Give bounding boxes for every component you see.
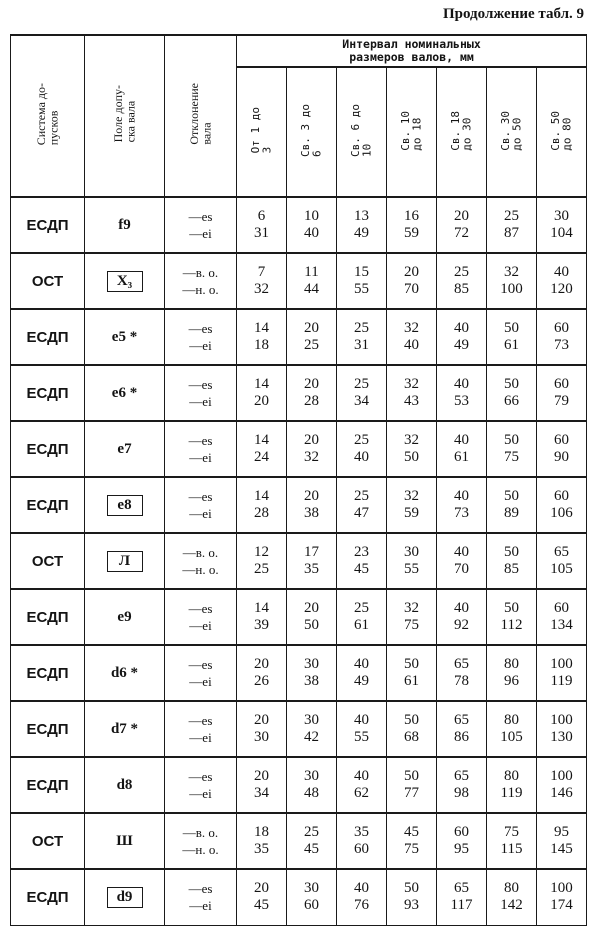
boxed-field-label: X₃ (107, 271, 143, 292)
cell-value: 100 130 (537, 701, 587, 757)
cell-value: 20 32 (287, 421, 337, 477)
cell-value: 32 100 (487, 253, 537, 309)
cell-system: ЕСДП (11, 365, 85, 421)
cell-value: 35 60 (337, 813, 387, 869)
cell-value: 25 85 (437, 253, 487, 309)
cell-value: 14 39 (237, 589, 287, 645)
cell-value: 40 55 (337, 701, 387, 757)
cell-value: 80 105 (487, 701, 537, 757)
cell-value: 40 49 (437, 309, 487, 365)
cell-value: 50 85 (487, 533, 537, 589)
cell-deviation: —es —ei (165, 645, 237, 701)
cell-value: 20 45 (237, 869, 287, 925)
cell-value: 20 38 (287, 477, 337, 533)
cell-value: 12 25 (237, 533, 287, 589)
cell-value: 20 50 (287, 589, 337, 645)
cell-value: 60 134 (537, 589, 587, 645)
cell-value: 11 44 (287, 253, 337, 309)
cell-value: 30 48 (287, 757, 337, 813)
cell-system: ЕСДП (11, 197, 85, 253)
cell-value: 100 146 (537, 757, 587, 813)
cell-value: 40 73 (437, 477, 487, 533)
cell-value: 14 18 (237, 309, 287, 365)
cell-tolerance-field (85, 477, 165, 533)
cell-value: 50 61 (387, 645, 437, 701)
cell-value: 40 53 (437, 365, 487, 421)
cell-tolerance-field (85, 197, 165, 253)
table-row (11, 645, 587, 701)
cell-value: 65 78 (437, 645, 487, 701)
table-row (11, 869, 587, 925)
cell-value: 50 77 (387, 757, 437, 813)
cell-value: 20 26 (237, 645, 287, 701)
header-interval-4: Св. 10 до 18 (387, 67, 437, 197)
cell-value: 95 145 (537, 813, 587, 869)
cell-value: 14 20 (237, 365, 287, 421)
cell-deviation: —es —ei (165, 589, 237, 645)
cell-value: 40 92 (437, 589, 487, 645)
cell-value: 40 62 (337, 757, 387, 813)
table-row (11, 813, 587, 869)
cell-value: 25 40 (337, 421, 387, 477)
cell-tolerance-field (85, 253, 165, 309)
field-label: d6 * (110, 664, 139, 681)
cell-deviation: —в. о. —н. о. (165, 813, 237, 869)
cell-value: 13 49 (337, 197, 387, 253)
cell-tolerance-field (85, 421, 165, 477)
cell-value: 30 55 (387, 533, 437, 589)
cell-value: 75 115 (487, 813, 537, 869)
cell-value: 32 59 (387, 477, 437, 533)
boxed-field-label: e8 (107, 495, 143, 516)
cell-value: 25 31 (337, 309, 387, 365)
table-header (11, 35, 587, 197)
cell-value: 7 32 (237, 253, 287, 309)
cell-system: ОСТ (11, 533, 85, 589)
cell-value: 45 75 (387, 813, 437, 869)
cell-deviation: —es —ei (165, 701, 237, 757)
cell-value: 20 28 (287, 365, 337, 421)
field-label: d8 (116, 776, 133, 793)
cell-value: 30 60 (287, 869, 337, 925)
cell-value: 65 98 (437, 757, 487, 813)
boxed-field-label: Л (107, 551, 143, 572)
cell-value: 30 38 (287, 645, 337, 701)
field-label: e7 (117, 440, 132, 457)
table-row (11, 421, 587, 477)
header-system: Система до- пусков (11, 35, 85, 197)
header-deviation: Отклонение вала (165, 35, 237, 197)
cell-value: 30 104 (537, 197, 587, 253)
cell-tolerance-field (85, 813, 165, 869)
cell-tolerance-field (85, 365, 165, 421)
cell-value: 17 35 (287, 533, 337, 589)
cell-value: 65 117 (437, 869, 487, 925)
cell-value: 32 75 (387, 589, 437, 645)
cell-tolerance-field (85, 701, 165, 757)
cell-value: 60 95 (437, 813, 487, 869)
cell-value: 40 49 (337, 645, 387, 701)
cell-system: ЕСДП (11, 869, 85, 925)
field-label: e5 * (111, 328, 138, 345)
boxed-field-label: d9 (107, 887, 143, 908)
cell-deviation: —es —ei (165, 309, 237, 365)
field-label: e9 (117, 608, 132, 625)
table-row (11, 589, 587, 645)
header-interval-3: Св. 6 до 10 (337, 67, 387, 197)
header-interval: Интервал номинальных размеров валов, мм (237, 35, 587, 67)
cell-deviation: —es —ei (165, 197, 237, 253)
header-interval-5: Св. 18 до 30 (437, 67, 487, 197)
cell-tolerance-field (85, 869, 165, 925)
header-field: Поле допу- ска вала (85, 35, 165, 197)
cell-value: 20 30 (237, 701, 287, 757)
cell-value: 15 55 (337, 253, 387, 309)
cell-system: ЕСДП (11, 701, 85, 757)
header-interval-2: Св. 3 до 6 (287, 67, 337, 197)
cell-value: 50 112 (487, 589, 537, 645)
table-row (11, 757, 587, 813)
cell-value: 40 120 (537, 253, 587, 309)
cell-value: 25 47 (337, 477, 387, 533)
cell-tolerance-field (85, 533, 165, 589)
cell-value: 80 119 (487, 757, 537, 813)
cell-system: ЕСДП (11, 421, 85, 477)
cell-value: 60 90 (537, 421, 587, 477)
cell-value: 25 34 (337, 365, 387, 421)
cell-value: 14 24 (237, 421, 287, 477)
header-interval-7: Св. 50 до 80 (537, 67, 587, 197)
cell-deviation: —es —ei (165, 757, 237, 813)
cell-value: 65 86 (437, 701, 487, 757)
cell-tolerance-field (85, 645, 165, 701)
cell-value: 32 50 (387, 421, 437, 477)
header-interval-6: Св. 30 до 50 (487, 67, 537, 197)
tolerance-table-container (10, 34, 586, 926)
cell-value: 100 119 (537, 645, 587, 701)
table-row (11, 477, 587, 533)
table-row (11, 365, 587, 421)
cell-value: 40 76 (337, 869, 387, 925)
cell-tolerance-field (85, 757, 165, 813)
cell-system: ОСТ (11, 813, 85, 869)
field-label: Ш (116, 832, 133, 849)
cell-deviation: —es —ei (165, 365, 237, 421)
cell-value: 30 42 (287, 701, 337, 757)
cell-system: ЕСДП (11, 645, 85, 701)
cell-value: 50 68 (387, 701, 437, 757)
cell-value: 50 75 (487, 421, 537, 477)
cell-system: ЕСДП (11, 309, 85, 365)
cell-tolerance-field (85, 589, 165, 645)
tolerance-table (10, 34, 587, 926)
cell-value: 60 106 (537, 477, 587, 533)
cell-value: 25 45 (287, 813, 337, 869)
cell-value: 23 45 (337, 533, 387, 589)
table-row (11, 309, 587, 365)
cell-system: ЕСДП (11, 477, 85, 533)
cell-value: 50 93 (387, 869, 437, 925)
cell-value: 100 174 (537, 869, 587, 925)
cell-value: 60 79 (537, 365, 587, 421)
cell-deviation: —es —ei (165, 477, 237, 533)
cell-value: 80 96 (487, 645, 537, 701)
cell-value: 16 59 (387, 197, 437, 253)
cell-value: 18 35 (237, 813, 287, 869)
cell-deviation: —в. о. —н. о. (165, 533, 237, 589)
cell-value: 25 87 (487, 197, 537, 253)
cell-system: ЕСДП (11, 589, 85, 645)
cell-system: ОСТ (11, 253, 85, 309)
cell-system: ЕСДП (11, 757, 85, 813)
cell-tolerance-field (85, 309, 165, 365)
cell-value: 20 72 (437, 197, 487, 253)
table-row (11, 701, 587, 757)
cell-deviation: —es —ei (165, 869, 237, 925)
cell-value: 50 61 (487, 309, 537, 365)
cell-value: 6 31 (237, 197, 287, 253)
cell-value: 14 28 (237, 477, 287, 533)
header-interval-1: От 1 до 3 (237, 67, 287, 197)
table-caption: Продолжение табл. 9 (442, 6, 584, 22)
cell-value: 80 142 (487, 869, 537, 925)
cell-value: 40 70 (437, 533, 487, 589)
table-row (11, 253, 587, 309)
cell-value: 10 40 (287, 197, 337, 253)
table-body (11, 197, 587, 925)
cell-value: 32 40 (387, 309, 437, 365)
cell-value: 20 25 (287, 309, 337, 365)
cell-value: 60 73 (537, 309, 587, 365)
field-label: d7 * (110, 720, 139, 737)
cell-deviation: —es —ei (165, 421, 237, 477)
cell-value: 25 61 (337, 589, 387, 645)
table-row (11, 533, 587, 589)
cell-value: 20 70 (387, 253, 437, 309)
table-row (11, 197, 587, 253)
cell-deviation: —в. о. —н. о. (165, 253, 237, 309)
cell-value: 20 34 (237, 757, 287, 813)
field-label: f9 (118, 216, 131, 233)
field-label: e6 * (111, 384, 138, 401)
cell-value: 40 61 (437, 421, 487, 477)
cell-value: 32 43 (387, 365, 437, 421)
cell-value: 50 66 (487, 365, 537, 421)
cell-value: 50 89 (487, 477, 537, 533)
cell-value: 65 105 (537, 533, 587, 589)
